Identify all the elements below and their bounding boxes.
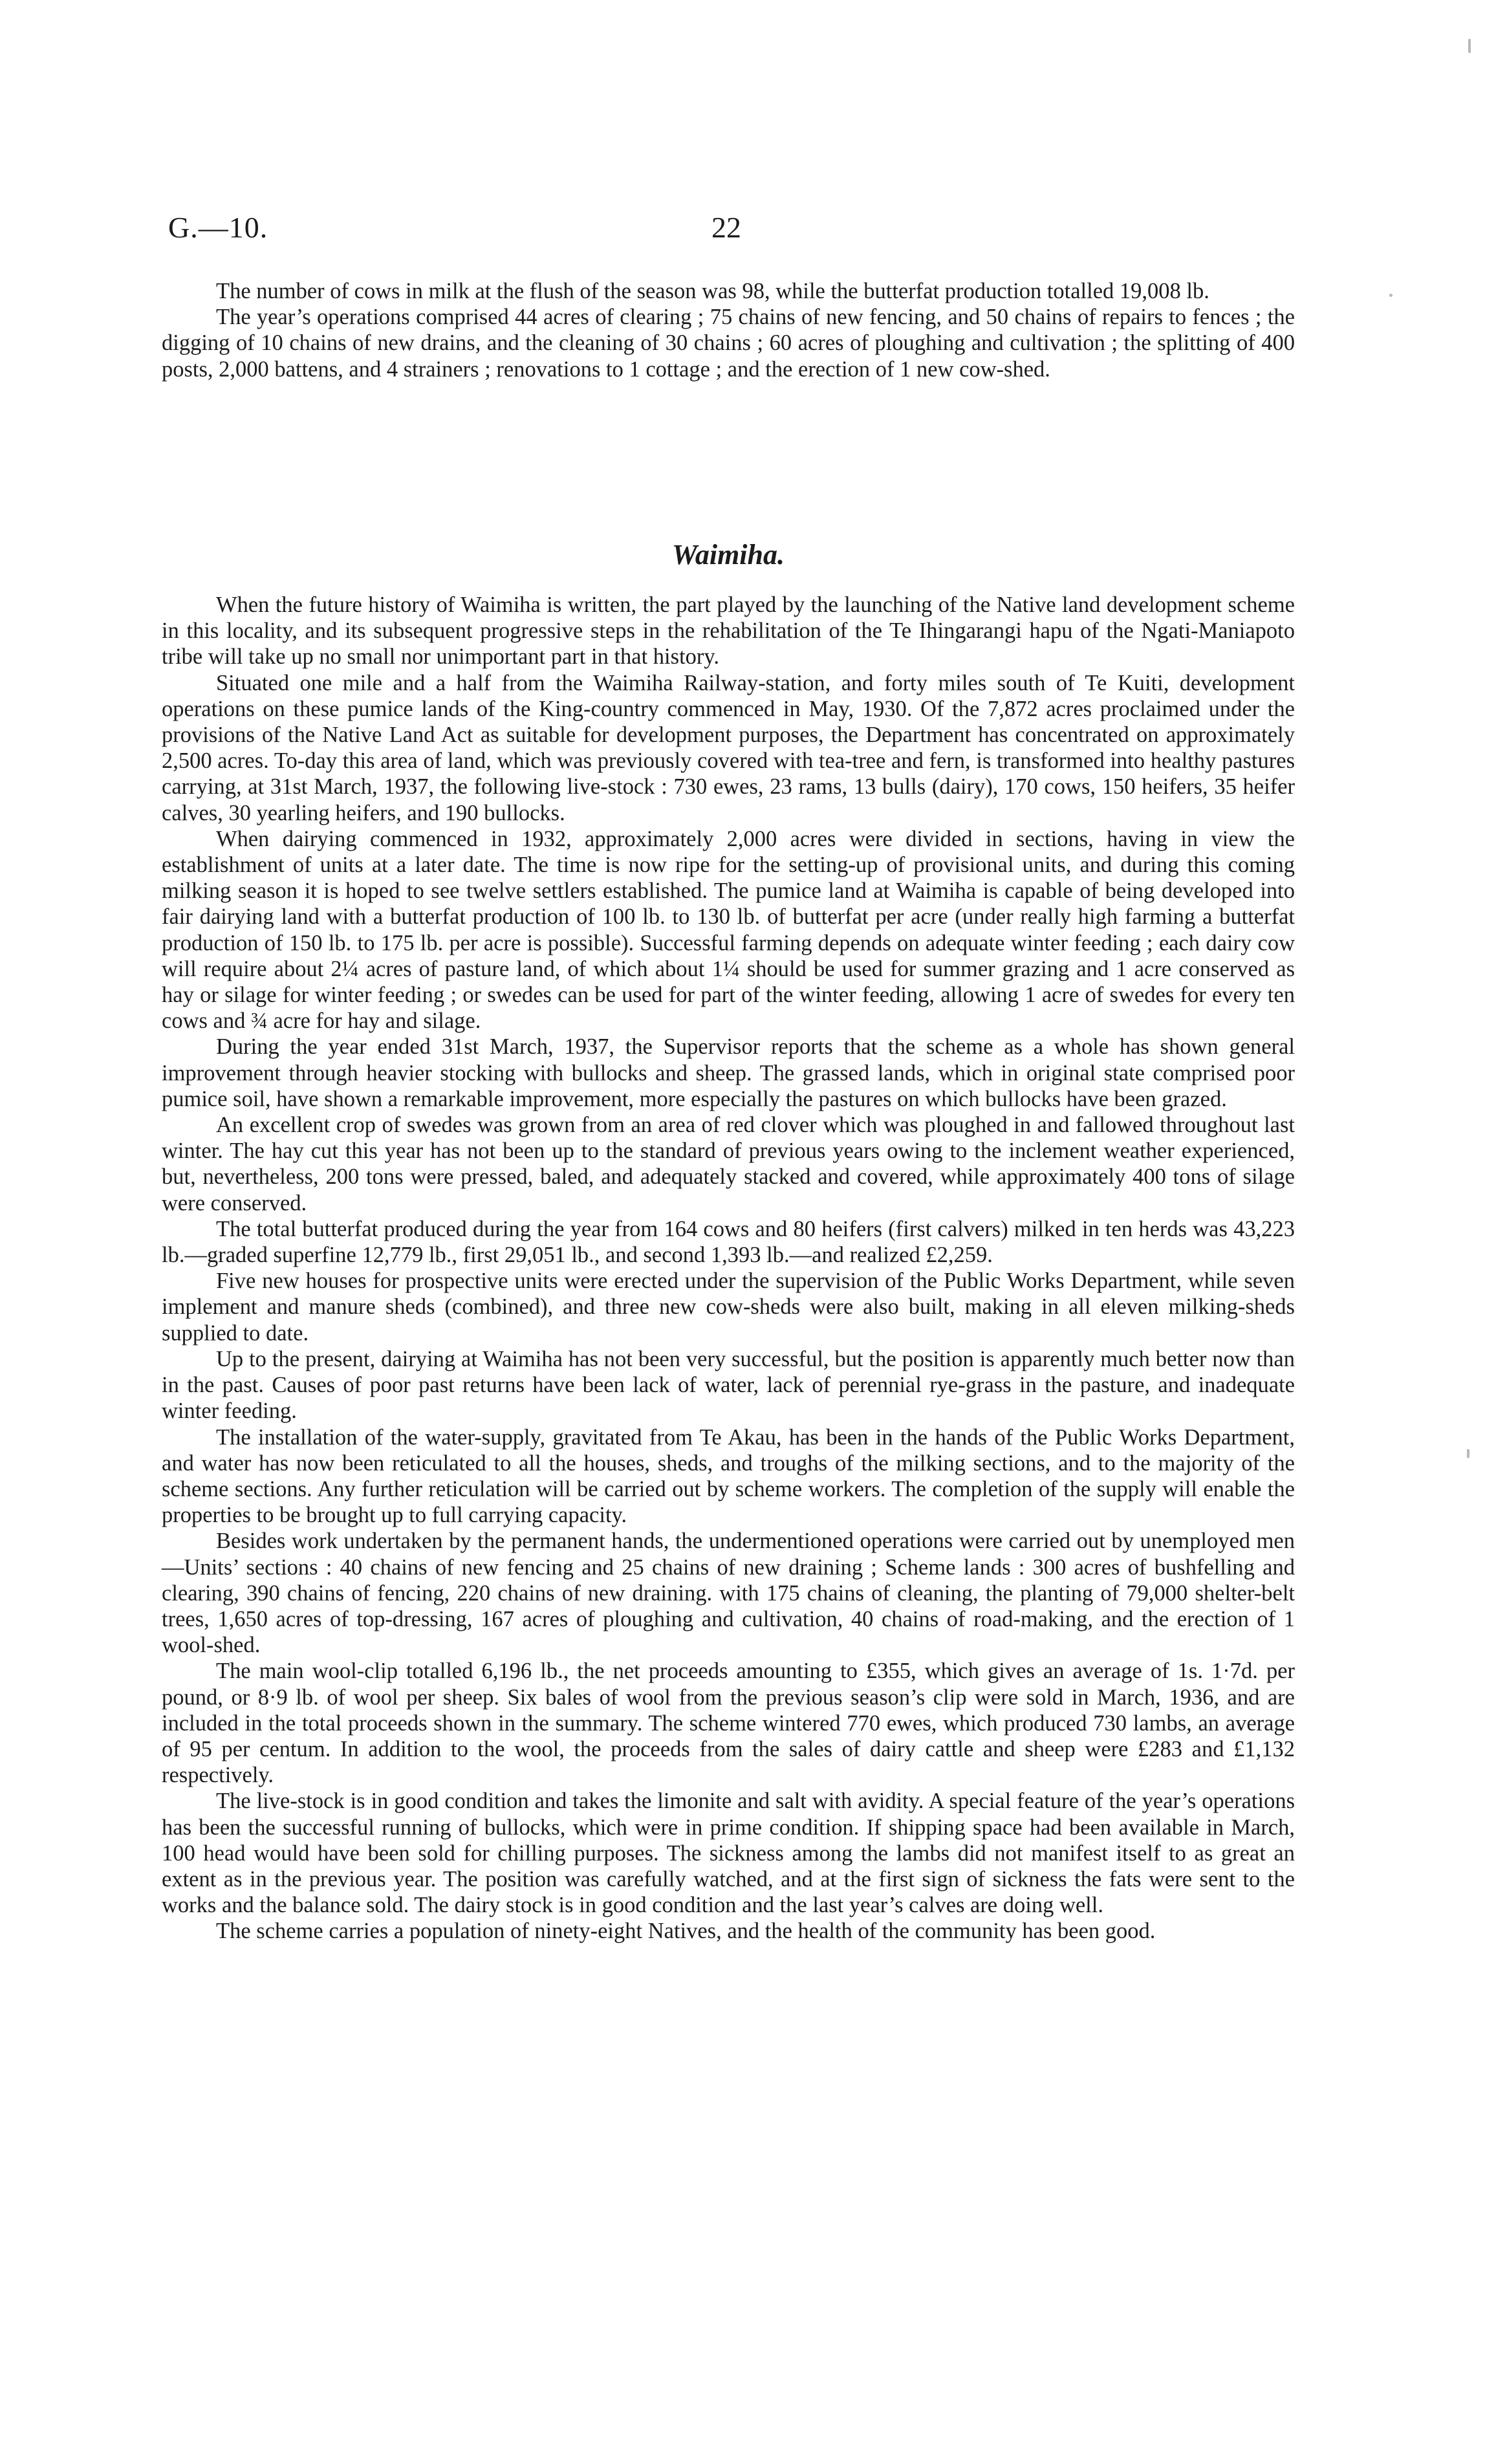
paragraph: Up to the present, dairying at Waimiha has not been very successful, but the position is apparently much better now than in the past. Causes of poor past returns have been lack of water, lack of perennial rye-grass in the pasture, and inadequate winter feeding. — [162, 1346, 1295, 1424]
scan-speck — [1389, 294, 1393, 297]
paragraph: The live-stock is in good condition and takes the limonite and salt with avidity. A special feature of the year’s operations has been the successful running of bullocks, which were in prime condition. If shipping space had been available in March, 100 head would have been sold for chilling purposes. The sickness among the lambs did not manifest itself to as great an extent as in the previous year. The position was carefully watched, and at the first sign of sickness the fats were sent to the works and the balance sold. The dairy stock is in good condition and the last year’s calves are doing well. — [162, 1789, 1295, 1918]
scan-speck — [1467, 1449, 1469, 1458]
scan-speck — [1468, 39, 1471, 53]
report-reference: G.—10. — [168, 211, 268, 244]
paragraph: Besides work undertaken by the permanent hands, the undermentioned operations were carried out by unemployed men—Units’ sections : 40 chains of new fencing and 25 chains of new draining ; Scheme lands : 300 acres of bushfelling and clearing, 390 chains of fencing, 220 chains of new draining. with 175 chains of cleaning, the planting of 79,000 shelter-belt trees, 1,650 acres of top-dressing, 167 acres of ploughing and cultivation, 40 chains of road-making, and the erection of 1 wool-shed. — [162, 1529, 1295, 1658]
paragraph: The installation of the water-supply, gravitated from Te Akau, has been in the hands of the Public Works Department, and water has now been reticulated to all the houses, sheds, and troughs of the milking sections, and to the majority of the scheme sections. Any further reticulation will be carried out by scheme workers. The completion of the supply will enable the properties to be brought up to full carrying capacity. — [162, 1424, 1295, 1528]
section-body — [162, 592, 1295, 1945]
paragraph: When dairying commenced in 1932, approximately 2,000 acres were divided in sections, having in view the establishment of units at a later date. The time is now ripe for the setting-up of provisional units, and during this coming milking season it is hoped to see twelve settlers established. The pumice land at Waimiha is capable of being developed into fair dairying land with a butterfat production of 100 lb. to 130 lb. of butterfat per acre (under really high farming a butterfat production of 150 lb. to 175 lb. per acre is possible). Successful farming depends on adequate winter feeding ; each dairy cow will require about 2¼ acres of pasture land, of which about 1¼ should be used for summer grazing and 1 acre conserved as hay or silage for winter feeding ; or swedes can be used for part of the winter feeding, allowing 1 acre of swedes for every ten cows and ¾ acre for hay and silage. — [162, 826, 1295, 1034]
paragraph: The main wool-clip totalled 6,196 lb., the net proceeds amounting to £355, which gives an average of 1s. 1·7d. per pound, or 8·9 lb. of wool per sheep. Six bales of wool from the previous season’s clip were sold in March, 1936, and are included in the total proceeds shown in the summary. The scheme wintered 770 ewes, which produced 730 lambs, an average of 95 per centum. In addition to the wool, the proceeds from the sales of dairy cattle and sheep were £283 and £1,132 respectively. — [162, 1659, 1295, 1788]
section-heading: Waimiha. — [671, 539, 785, 571]
intro-text-block — [162, 278, 1295, 382]
paragraph: An excellent crop of swedes was grown from an area of red clover which was ploughed in and fallowed throughout last winter. The hay cut this year has not been up to the standard of previous years owing to the inclement weather experienced, but, nevertheless, 200 tons were pressed, baled, and adequately stacked and covered, while approximately 400 tons of silage were conserved. — [162, 1113, 1295, 1216]
paragraph: During the year ended 31st March, 1937, the Supervisor reports that the scheme as a whole has shown general improvement through heavier stocking with bullocks and sheep. The grassed lands, which in original state comprised poor pumice soil, have shown a remarkable improvement, more especially the pastures on which bullocks have been grazed. — [162, 1034, 1295, 1111]
paragraph: The year’s operations comprised 44 acres of clearing ; 75 chains of new fencing, and 50 chains of repairs to fences ; the digging of 10 chains of new drains, and the cleaning of 30 chains ; 60 acres of ploughing and cultivation ; the splitting of 400 posts, 2,000 battens, and 4 strainers ; renovations to 1 cottage ; and the erection of 1 new cow-shed. — [162, 305, 1295, 382]
paragraph: When the future history of Waimiha is written, the part played by the launching of the Native land development scheme in this locality, and its subsequent progressive steps in the rehabilitation of the Te Ihingarangi hapu of the Ngati-Maniapoto tribe will take up no small nor unimportant part in that history. — [162, 593, 1295, 670]
paragraph: The number of cows in milk at the flush of the season was 98, while the butterfat production totalled 19,008 lb. — [216, 279, 1209, 303]
paragraph: Situated one mile and a half from the Waimiha Railway-station, and forty miles south of Te Kuiti, development operations on these pumice lands of the King-country commenced in May, 1930. Of the 7,872 acres proclaimed under the provisions of the Native Land Act as suitable for development purposes, the Department has concentrated on approximately 2,500 acres. To-day this area of land, which was previously covered with tea-tree and fern, is transformed into healthy pastures carrying, at 31st March, 1937, the following live-stock : 730 ewes, 23 rams, 13 bulls (dairy), 170 cows, 150 heifers, 35 heifer calves, 30 yearling heifers, and 190 bullocks. — [162, 670, 1295, 825]
paragraph: Five new houses for prospective units were erected under the supervision of the Public Works Department, while seven implement and manure sheds (combined), and three new cow-sheds were also built, making in all eleven milking-sheds supplied to date. — [162, 1269, 1295, 1346]
paragraph: The scheme carries a population of ninety-eight Natives, and the health of the community has been good. — [216, 1919, 1156, 1944]
paragraph: The total butterfat produced during the year from 164 cows and 80 heifers (first calvers) milked in ten herds was 43,223 lb.—graded superfine 12,779 lb., first 29,051 lb., and second 1,393 lb.—and realized £2,259. — [162, 1216, 1295, 1268]
page-number: 22 — [711, 211, 741, 244]
running-header — [168, 210, 1294, 256]
